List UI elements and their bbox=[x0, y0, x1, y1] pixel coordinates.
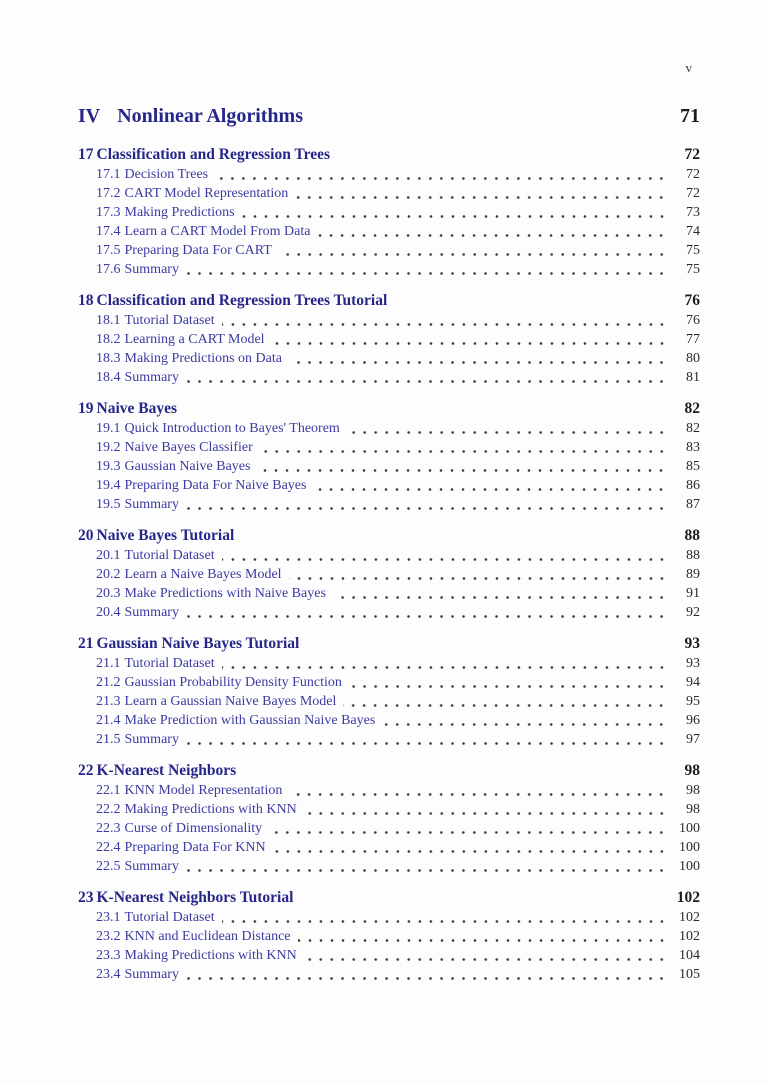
section-title: Summary bbox=[124, 497, 179, 512]
section-number: 17.3 bbox=[96, 205, 121, 220]
part-title: Nonlinear Algorithms bbox=[117, 105, 303, 127]
chapter-page-number: 88 bbox=[684, 527, 700, 544]
section-number: 18.4 bbox=[96, 370, 121, 385]
section-number: 18.2 bbox=[96, 332, 121, 347]
section-title: Learn a CART Model From Data bbox=[124, 224, 311, 239]
section-number: 19.2 bbox=[96, 440, 121, 455]
chapter-number: 20 bbox=[78, 527, 94, 544]
dot-leader bbox=[343, 696, 667, 711]
chapter-title: Gaussian Naive Bayes Tutorial bbox=[96, 635, 300, 652]
chapter-block bbox=[78, 399, 700, 514]
section-title: Make Predictions with Naive Bayes bbox=[124, 586, 326, 601]
section-number: 22.5 bbox=[96, 859, 121, 874]
dot-leader bbox=[186, 607, 667, 622]
part-number: IV bbox=[78, 105, 101, 127]
dot-leader bbox=[186, 372, 667, 387]
section-number: 20.1 bbox=[96, 548, 121, 563]
section-title: Summary bbox=[124, 732, 179, 747]
dot-leader bbox=[298, 931, 668, 946]
part-heading[interactable] bbox=[78, 104, 700, 128]
section-title: Decision Trees bbox=[124, 167, 209, 182]
section-title: Make Prediction with Gaussian Naive Bayes bbox=[124, 713, 376, 728]
chapter-heading[interactable] bbox=[78, 399, 700, 419]
section-page-number: 75 bbox=[686, 243, 700, 258]
dot-leader bbox=[382, 715, 667, 730]
toc-entry[interactable] bbox=[96, 819, 700, 838]
section-page-number: 92 bbox=[686, 605, 700, 620]
section-title: Summary bbox=[124, 859, 179, 874]
section-number: 23.3 bbox=[96, 948, 121, 963]
dot-leader bbox=[317, 226, 667, 241]
dot-leader bbox=[186, 499, 667, 514]
section-number: 23.1 bbox=[96, 910, 121, 925]
section-title: Summary bbox=[124, 967, 179, 982]
dot-leader bbox=[279, 245, 667, 260]
chapter-heading[interactable] bbox=[78, 291, 700, 311]
section-title: Quick Introduction to Bayes' Theorem bbox=[124, 421, 340, 436]
dot-leader bbox=[222, 912, 667, 927]
toc-entry[interactable] bbox=[96, 908, 700, 927]
section-number: 19.3 bbox=[96, 459, 121, 474]
toc-entry[interactable] bbox=[96, 654, 700, 673]
section-title: KNN Model Representation bbox=[124, 783, 283, 798]
chapter-title: Naive Bayes Tutorial bbox=[96, 527, 235, 544]
section-page-number: 97 bbox=[686, 732, 700, 747]
dot-leader bbox=[304, 804, 667, 819]
section-number: 23.2 bbox=[96, 929, 121, 944]
dot-leader bbox=[260, 442, 667, 457]
section-page-number: 98 bbox=[686, 802, 700, 817]
toc-entry[interactable] bbox=[96, 673, 700, 692]
section-title: Tutorial Dataset bbox=[124, 313, 215, 328]
chapter-page-number: 72 bbox=[684, 146, 700, 163]
section-page-number: 100 bbox=[679, 840, 700, 855]
chapter-title: Classification and Regression Trees bbox=[96, 146, 331, 163]
toc-entry[interactable] bbox=[96, 946, 700, 965]
dot-leader bbox=[273, 842, 667, 857]
chapter-number: 23 bbox=[78, 889, 94, 906]
dot-leader bbox=[186, 969, 667, 984]
toc-entry[interactable] bbox=[96, 165, 700, 184]
chapter-number: 22 bbox=[78, 762, 94, 779]
section-number: 22.4 bbox=[96, 840, 121, 855]
dot-leader bbox=[269, 823, 667, 838]
section-page-number: 102 bbox=[679, 910, 700, 925]
chapter-block bbox=[78, 888, 700, 984]
section-number: 17.1 bbox=[96, 167, 121, 182]
dot-leader bbox=[289, 569, 667, 584]
section-page-number: 85 bbox=[686, 459, 700, 474]
chapter-page-number: 102 bbox=[676, 889, 700, 906]
section-title: Learn a Naive Bayes Model bbox=[124, 567, 282, 582]
dot-leader bbox=[186, 861, 667, 876]
dot-leader bbox=[304, 950, 667, 965]
section-title: Preparing Data For CART bbox=[124, 243, 272, 258]
chapter-heading[interactable] bbox=[78, 526, 700, 546]
toc-entry[interactable] bbox=[96, 457, 700, 476]
dot-leader bbox=[215, 169, 667, 184]
section-page-number: 100 bbox=[679, 821, 700, 836]
section-title: KNN and Euclidean Distance bbox=[124, 929, 291, 944]
toc-entry[interactable] bbox=[96, 311, 700, 330]
section-title: Summary bbox=[124, 262, 179, 277]
dot-leader bbox=[242, 207, 667, 222]
section-page-number: 87 bbox=[686, 497, 700, 512]
section-title: Tutorial Dataset bbox=[124, 656, 215, 671]
section-page-number: 73 bbox=[686, 205, 700, 220]
toc-entry[interactable] bbox=[96, 241, 700, 260]
section-number: 22.1 bbox=[96, 783, 121, 798]
section-number: 23.4 bbox=[96, 967, 121, 982]
section-number: 19.1 bbox=[96, 421, 121, 436]
section-title: Preparing Data For Naive Bayes bbox=[124, 478, 307, 493]
chapter-heading[interactable] bbox=[78, 145, 700, 165]
section-page-number: 80 bbox=[686, 351, 700, 366]
section-number: 19.5 bbox=[96, 497, 121, 512]
toc-entry[interactable] bbox=[96, 330, 700, 349]
chapter-number: 21 bbox=[78, 635, 94, 652]
section-page-number: 94 bbox=[686, 675, 700, 690]
section-number: 21.3 bbox=[96, 694, 121, 709]
toc-entry[interactable] bbox=[96, 927, 700, 946]
toc-entry[interactable] bbox=[96, 495, 700, 514]
section-page-number: 88 bbox=[686, 548, 700, 563]
dot-leader bbox=[313, 480, 667, 495]
toc-entry[interactable] bbox=[96, 565, 700, 584]
section-number: 20.2 bbox=[96, 567, 121, 582]
chapter-page-number: 82 bbox=[684, 400, 700, 417]
section-page-number: 100 bbox=[679, 859, 700, 874]
chapter-title: K-Nearest Neighbors Tutorial bbox=[96, 889, 294, 906]
toc-entry[interactable] bbox=[96, 260, 700, 279]
section-number: 17.4 bbox=[96, 224, 121, 239]
section-page-number: 104 bbox=[679, 948, 700, 963]
chapter-block bbox=[78, 526, 700, 622]
section-title: Making Predictions on Data bbox=[124, 351, 282, 366]
section-number: 20.4 bbox=[96, 605, 121, 620]
toc-entry[interactable] bbox=[96, 692, 700, 711]
section-title: Tutorial Dataset bbox=[124, 910, 215, 925]
chapter-block bbox=[78, 761, 700, 876]
chapter-list bbox=[78, 145, 700, 984]
chapter-block bbox=[78, 291, 700, 387]
dot-leader bbox=[272, 334, 667, 349]
dot-leader bbox=[333, 588, 667, 603]
toc-entry[interactable] bbox=[96, 476, 700, 495]
toc-entry[interactable] bbox=[96, 419, 700, 438]
section-number: 20.3 bbox=[96, 586, 121, 601]
section-title: Tutorial Dataset bbox=[124, 548, 215, 563]
section-title: Naive Bayes Classifier bbox=[124, 440, 253, 455]
chapter-title: Classification and Regression Trees Tutorial bbox=[96, 292, 388, 309]
section-number: 19.4 bbox=[96, 478, 121, 493]
section-title: Making Predictions with KNN bbox=[124, 802, 297, 817]
toc-entry[interactable] bbox=[96, 838, 700, 857]
section-page-number: 81 bbox=[686, 370, 700, 385]
section-page-number: 98 bbox=[686, 783, 700, 798]
dot-leader bbox=[186, 264, 667, 279]
dot-leader bbox=[289, 785, 667, 800]
section-number: 18.3 bbox=[96, 351, 121, 366]
section-page-number: 72 bbox=[686, 167, 700, 182]
section-page-number: 95 bbox=[686, 694, 700, 709]
section-number: 18.1 bbox=[96, 313, 121, 328]
chapter-heading[interactable] bbox=[78, 761, 700, 781]
dot-leader bbox=[257, 461, 667, 476]
toc-entry[interactable] bbox=[96, 857, 700, 876]
chapter-page-number: 98 bbox=[684, 762, 700, 779]
section-number: 21.2 bbox=[96, 675, 121, 690]
section-number: 21.5 bbox=[96, 732, 121, 747]
toc-entry[interactable] bbox=[96, 203, 700, 222]
section-title: Summary bbox=[124, 605, 179, 620]
section-title: CART Model Representation bbox=[124, 186, 289, 201]
toc-entry[interactable] bbox=[96, 965, 700, 984]
section-number: 22.3 bbox=[96, 821, 121, 836]
toc-entry[interactable] bbox=[96, 368, 700, 387]
chapter-block bbox=[78, 145, 700, 279]
section-page-number: 89 bbox=[686, 567, 700, 582]
dot-leader bbox=[347, 423, 667, 438]
section-number: 22.2 bbox=[96, 802, 121, 817]
chapter-title: Naive Bayes bbox=[96, 400, 178, 417]
toc-entry[interactable] bbox=[96, 349, 700, 368]
chapter-number: 17 bbox=[78, 146, 94, 163]
section-title: Learn a Gaussian Naive Bayes Model bbox=[124, 694, 337, 709]
section-title: Curse of Dimensionality bbox=[124, 821, 263, 836]
section-page-number: 75 bbox=[686, 262, 700, 277]
toc-entry[interactable] bbox=[96, 730, 700, 749]
toc-entry[interactable] bbox=[96, 781, 700, 800]
section-page-number: 96 bbox=[686, 713, 700, 728]
page-folio: v bbox=[685, 60, 692, 75]
section-page-number: 83 bbox=[686, 440, 700, 455]
toc-entry[interactable] bbox=[96, 711, 700, 730]
section-page-number: 86 bbox=[686, 478, 700, 493]
section-title: Gaussian Naive Bayes bbox=[124, 459, 251, 474]
dot-leader bbox=[222, 658, 667, 673]
toc-entry[interactable] bbox=[96, 800, 700, 819]
dot-leader bbox=[295, 188, 667, 203]
section-title: Making Predictions with KNN bbox=[124, 948, 297, 963]
toc-entry[interactable] bbox=[96, 603, 700, 622]
chapter-heading[interactable] bbox=[78, 888, 700, 908]
section-page-number: 93 bbox=[686, 656, 700, 671]
section-page-number: 105 bbox=[679, 967, 700, 982]
section-title: Summary bbox=[124, 370, 179, 385]
section-number: 21.1 bbox=[96, 656, 121, 671]
section-page-number: 82 bbox=[686, 421, 700, 436]
part-page-number: 71 bbox=[680, 105, 700, 127]
chapter-heading[interactable] bbox=[78, 634, 700, 654]
dot-leader bbox=[289, 353, 667, 368]
chapter-block bbox=[78, 634, 700, 749]
section-page-number: 76 bbox=[686, 313, 700, 328]
chapter-page-number: 93 bbox=[684, 635, 700, 652]
section-page-number: 72 bbox=[686, 186, 700, 201]
toc-entry[interactable] bbox=[96, 184, 700, 203]
section-number: 17.6 bbox=[96, 262, 121, 277]
section-title: Making Predictions bbox=[124, 205, 235, 220]
toc-entry[interactable] bbox=[96, 222, 700, 241]
section-page-number: 77 bbox=[686, 332, 700, 347]
dot-leader bbox=[186, 734, 667, 749]
section-number: 17.5 bbox=[96, 243, 121, 258]
section-page-number: 91 bbox=[686, 586, 700, 601]
toc-entry[interactable] bbox=[96, 584, 700, 603]
chapter-title: K-Nearest Neighbors bbox=[96, 762, 237, 779]
dot-leader bbox=[349, 677, 667, 692]
toc-entry[interactable] bbox=[96, 438, 700, 457]
section-title: Gaussian Probability Density Function bbox=[124, 675, 342, 690]
section-number: 21.4 bbox=[96, 713, 121, 728]
toc-entry[interactable] bbox=[96, 546, 700, 565]
chapter-number: 19 bbox=[78, 400, 94, 417]
chapter-page-number: 76 bbox=[684, 292, 700, 309]
section-page-number: 102 bbox=[679, 929, 700, 944]
chapter-number: 18 bbox=[78, 292, 94, 309]
section-page-number: 74 bbox=[686, 224, 700, 239]
section-number: 17.2 bbox=[96, 186, 121, 201]
dot-leader bbox=[222, 315, 667, 330]
section-title: Learning a CART Model bbox=[124, 332, 265, 347]
dot-leader bbox=[222, 550, 667, 565]
section-title: Preparing Data For KNN bbox=[124, 840, 266, 855]
